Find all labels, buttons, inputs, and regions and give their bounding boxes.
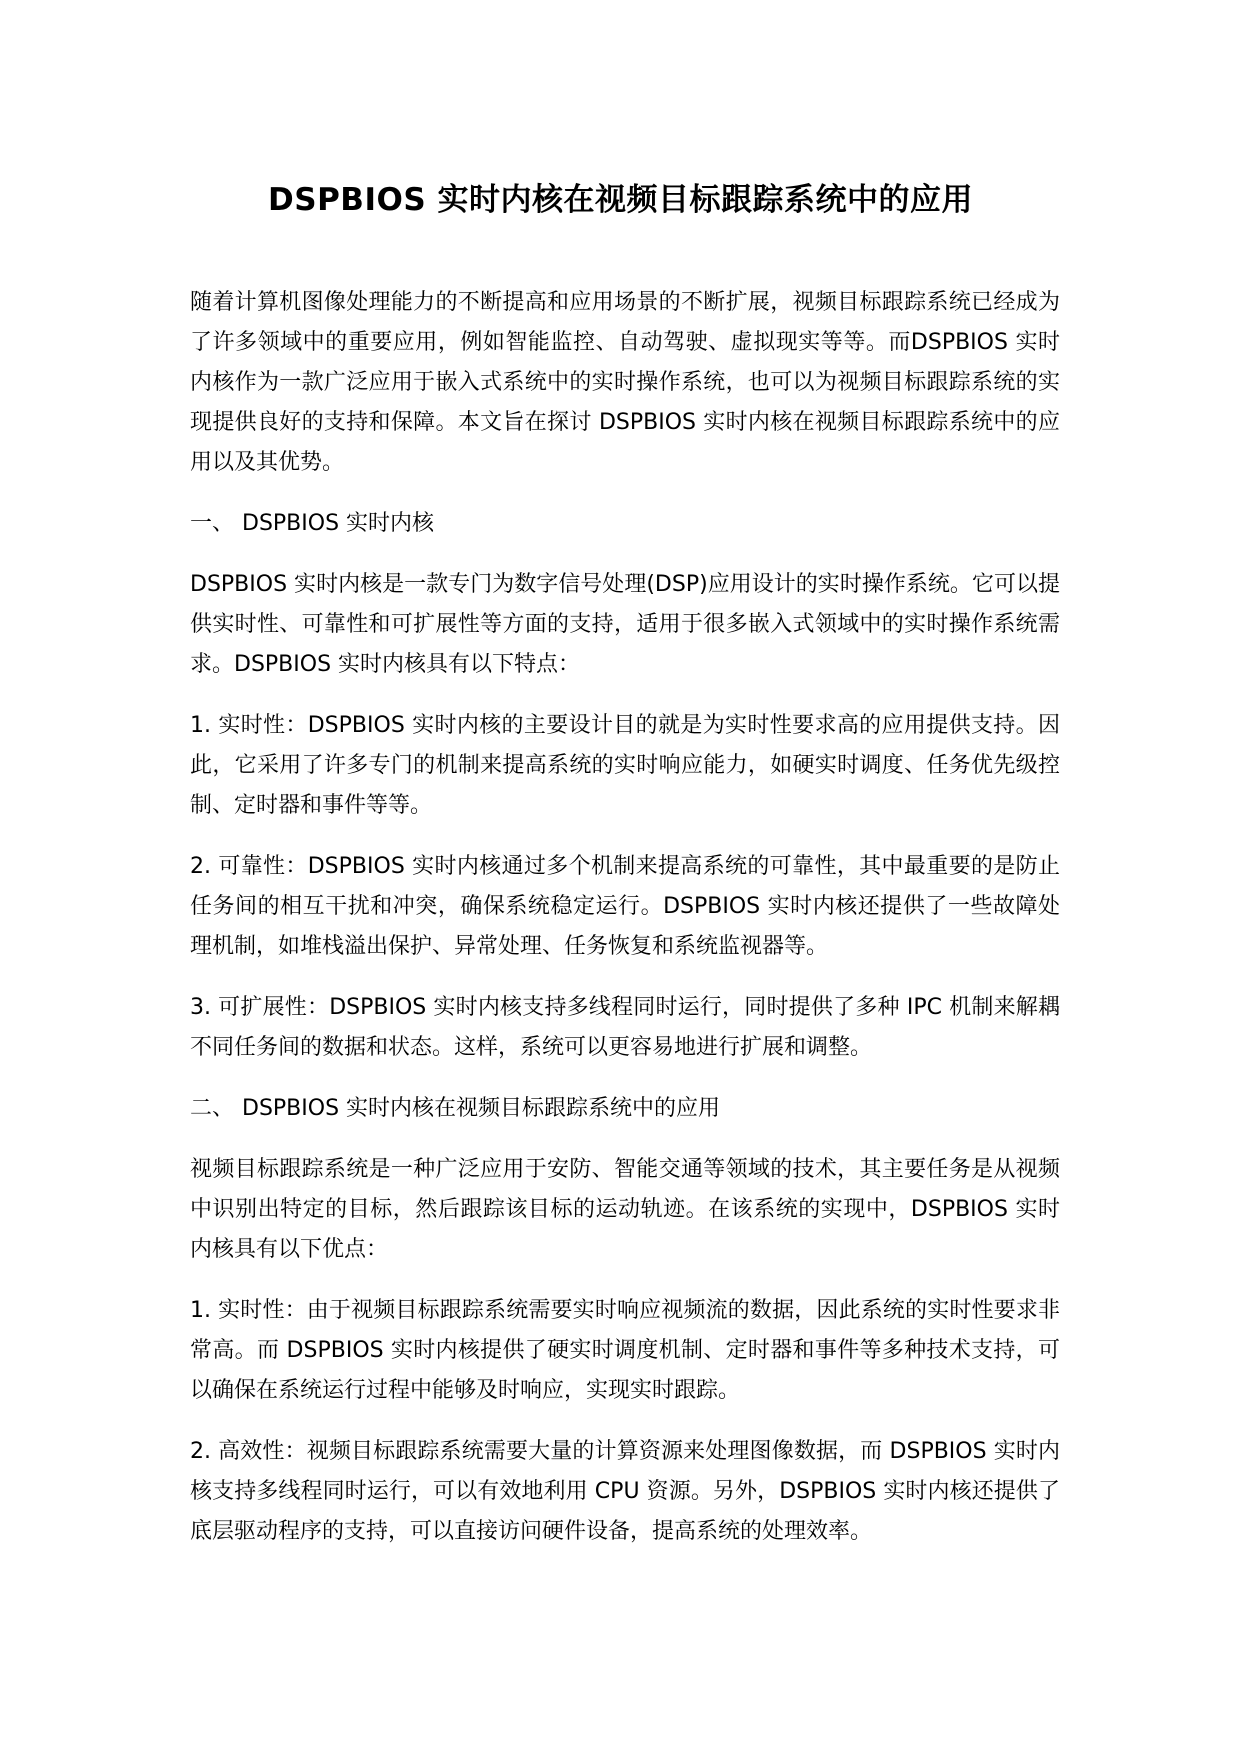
list-item: 2. 高效性：视频目标跟踪系统需要大量的计算资源来处理图像数据，而 DSPBIOS 实时内核支持多线程同时运行，可以有效地利用 CPU 资源。另外，DSPBIOS 实时内核还提供了底层驱动程序的支持，可以直接访问硬件设备，提高系统的处理效率。 [190, 1439, 1060, 1544]
section-heading-2 [190, 1089, 1060, 1129]
body-paragraph: 视频目标跟踪系统是一种广泛应用于安防、智能交通等领域的技术，其主要任务是从视频中识别出特定的目标，然后跟踪该目标的运动轨迹。在该系统的实现中，DSPBIOS 实时内核具有以下优点： [190, 1157, 1060, 1262]
list-item: 3. 可扩展性：DSPBIOS 实时内核支持多线程同时运行，同时提供了多种 IPC 机制来解耦不同任务间的数据和状态。这样，系统可以更容易地进行扩展和调整。 [190, 995, 1060, 1060]
section-heading-1 [190, 504, 1060, 544]
list-item: 2. 可靠性：DSPBIOS 实时内核通过多个机制来提高系统的可靠性，其中最重要的是防止任务间的相互干扰和冲突，确保系统稳定运行。DSPBIOS 实时内核还提供了一些故障处理机制，如堆栈溢出保护、异常处理、任务恢复和系统监视器等。 [190, 854, 1060, 959]
list-item: 1. 实时性：由于视频目标跟踪系统需要实时响应视频流的数据，因此系统的实时性要求非常高。而 DSPBIOS 实时内核提供了硬实时调度机制、定时器和事件等多种技术支持，可以确保在系统运行过程中能够及时响应，实现实时跟踪。 [190, 1298, 1060, 1403]
document-body [190, 283, 1060, 1573]
section-number: 一、 [190, 511, 235, 536]
body-paragraph: DSPBIOS 实时内核是一款专门为数字信号处理(DSP)应用设计的实时操作系统。它可以提供实时性、可靠性和可扩展性等方面的支持，适用于很多嵌入式领域中的实时操作系统需求。DSPBIOS 实时内核具有以下特点： [190, 572, 1060, 677]
section-number: 二、 [190, 1096, 235, 1121]
list-item: 1. 实时性：DSPBIOS 实时内核的主要设计目的就是为实时性要求高的应用提供支持。因此，它采用了许多专门的机制来提高系统的实时响应能力，如硬实时调度、任务优先级控制、定时器和事件等等。 [190, 713, 1060, 818]
section-title: DSPBIOS 实时内核在视频目标跟踪系统中的应用 [242, 1096, 721, 1121]
document-title: DSPBIOS 实时内核在视频目标跟踪系统中的应用 [268, 182, 973, 218]
section-title: DSPBIOS 实时内核 [242, 511, 435, 536]
intro-paragraph: 随着计算机图像处理能力的不断提高和应用场景的不断扩展，视频目标跟踪系统已经成为了许多领域中的重要应用，例如智能监控、自动驾驶、虚拟现实等等。而DSPBIOS 实时内核作为一款广泛应用于嵌入式系统中的实时操作系统，也可以为视频目标跟踪系统的实现提供良好的支持和保障。本文旨在探讨 DSPBIOS 实时内核在视频目标跟踪系统中的应用以及其优势。 [190, 290, 1060, 475]
